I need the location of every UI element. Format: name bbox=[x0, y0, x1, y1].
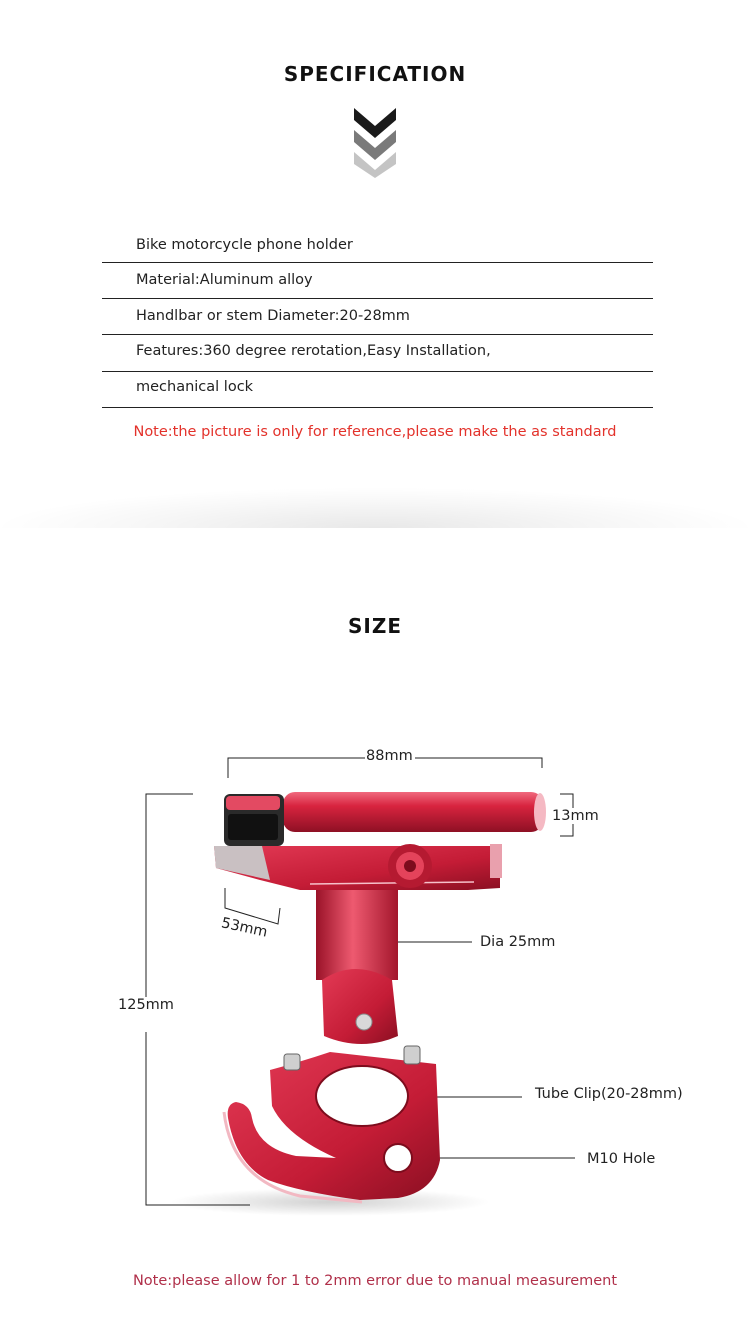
spec-row-text: Bike motorcycle phone holder bbox=[136, 237, 353, 253]
reference-note: Note:the picture is only for reference,please make the as standard bbox=[133, 424, 617, 440]
divider bbox=[102, 407, 653, 408]
size-title: SIZE bbox=[347, 614, 402, 638]
spec-row bbox=[102, 228, 653, 264]
spec-row bbox=[102, 299, 653, 335]
specification-title: SPECIFICATION bbox=[283, 62, 467, 86]
spec-row-text: Features:360 degree rerotation,Easy Installation, bbox=[136, 343, 491, 359]
spec-row-text: Handlbar or stem Diameter:20-28mm bbox=[136, 308, 410, 324]
spec-row-text: mechanical lock bbox=[136, 379, 254, 395]
spec-row bbox=[102, 334, 653, 370]
width-dimension-label: 88mm bbox=[366, 748, 413, 764]
spec-row-text: Material:Aluminum alloy bbox=[136, 272, 313, 288]
m10-hole-label: M10 Hole bbox=[587, 1151, 656, 1167]
bar-height-dimension-label: 13mm bbox=[552, 808, 599, 824]
tube-clip-label: Tube Clip(20-28mm) bbox=[535, 1086, 683, 1102]
spec-row bbox=[102, 370, 653, 406]
stem-diameter-label: Dia 25mm bbox=[480, 934, 556, 950]
size-diagram bbox=[0, 740, 750, 1240]
section-divider-shadow bbox=[0, 488, 750, 528]
spec-row bbox=[102, 263, 653, 299]
height-dimension-label: 125mm bbox=[118, 997, 174, 1013]
chevron-down-icon bbox=[352, 106, 398, 180]
measurement-note: Note:please allow for 1 to 2mm error due to manual measurement bbox=[132, 1273, 618, 1289]
depth-dimension-label: 53mm bbox=[219, 915, 269, 941]
